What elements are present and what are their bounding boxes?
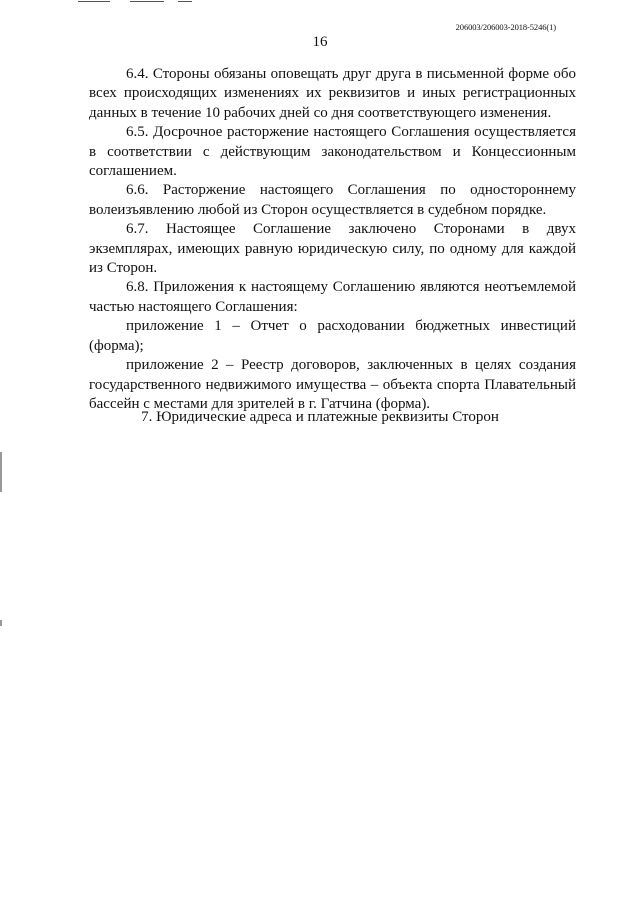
- paragraph-6-4: 6.4. Стороны обязаны оповещать друг друга в письменной форме обо всех происходящих изменениях их реквизитов и иных регистрационных данных в течение 10 рабочих дней со дня соответствующего изменения.: [89, 66, 576, 121]
- section-7-heading: 7. Юридические адреса и платежные реквизиты Сторон: [141, 409, 499, 425]
- paragraph-6-7: 6.7. Настоящее Соглашение заключено Сторонами в двух экземплярах, имеющих равную юридическую силу, по одному для каждой из Сторон.: [89, 221, 576, 277]
- scan-artifact: [78, 1, 110, 2]
- scan-artifact: [130, 1, 164, 2]
- document-registration-number: 206003/206003-2018-5246(1): [455, 22, 556, 32]
- scan-edge-artifact: [0, 620, 2, 626]
- page-number: 16: [312, 34, 328, 50]
- paragraph-6-8: 6.8. Приложения к настоящему Соглашению являются неотъемлемой частью настоящего Соглашения:: [89, 279, 576, 315]
- paragraph-6-6: 6.6. Расторжение настоящего Соглашения по одностороннему волеизъявлению любой из Сторон осуществляется в судебном порядке.: [89, 182, 576, 218]
- appendix-1-item: приложение 1 – Отчет о расходовании бюджетных инвестиций (форма);: [89, 318, 576, 354]
- paragraph-6-5: 6.5. Досрочное расторжение настоящего Соглашения осуществляется в соответствии с действующим законодательством и Концессионным соглашением.: [89, 124, 576, 180]
- scan-edge-artifact: [0, 452, 2, 492]
- appendix-2-item: приложение 2 – Реестр договоров, заключенных в целях создания государственного недвижимого имущества – объекта спорта Плавательный бассейн с местами для зрителей в г. Гатчина (форма).: [89, 357, 576, 412]
- scan-artifact: [178, 1, 192, 2]
- document-body: [89, 65, 576, 414]
